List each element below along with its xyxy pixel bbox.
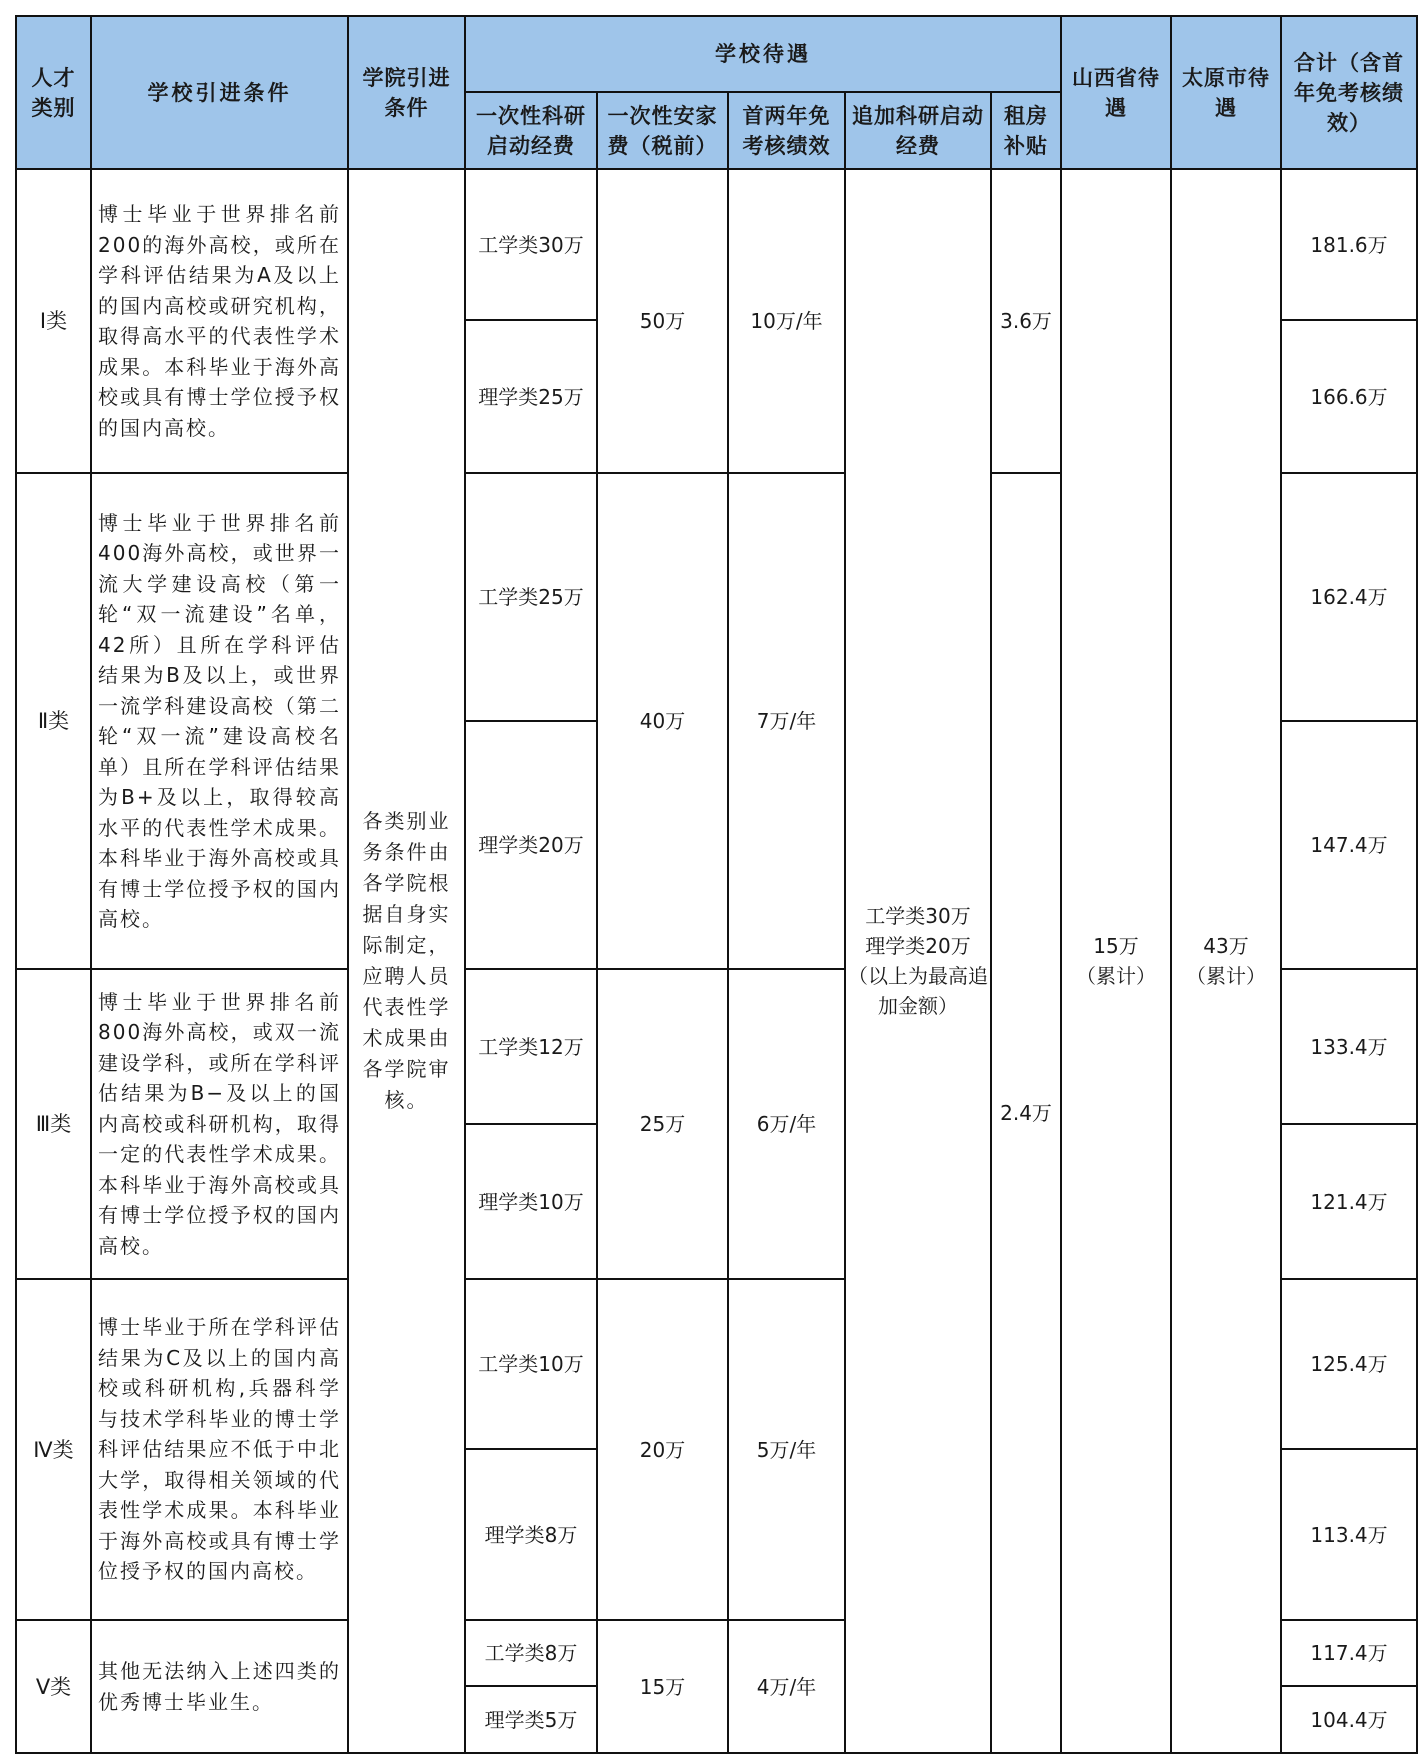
research-fund-eng: 工学类12万 [465, 969, 597, 1124]
rent-subsidy-top: 3.6万 [991, 169, 1061, 473]
total-sci: 121.4万 [1281, 1124, 1417, 1279]
research-fund-sci: 理学类10万 [465, 1124, 597, 1279]
total-eng: 125.4万 [1281, 1279, 1417, 1449]
header-settle-fee: 一次性安家费（税前） [597, 92, 728, 169]
province-value: 15万 [1093, 934, 1139, 958]
performance-pay: 10万/年 [728, 169, 845, 473]
research-fund-sci: 理学类25万 [465, 320, 597, 473]
category-condition: 博士毕业于世界排名前200的海外高校，或所在学科评估结果为A及以上的国内高校或研究机构，取得高水平的代表性学术成果。本科毕业于海外高校或具有博士学位授予权的国内高校。 [91, 169, 348, 473]
settle-fee: 15万 [597, 1620, 728, 1753]
total-sci: 104.4万 [1281, 1686, 1417, 1753]
header-category: 人才类别 [16, 16, 91, 169]
header-province: 山西省待遇 [1061, 16, 1171, 169]
performance-pay: 5万/年 [728, 1279, 845, 1620]
category-name: Ⅱ类 [16, 473, 91, 969]
research-fund-eng: 工学类10万 [465, 1279, 597, 1449]
extra-fund-sci: 理学类20万 [865, 934, 971, 958]
category-condition: 博士毕业于所在学科评估结果为C及以上的国内高校或科研机构,兵器科学与技术学科毕业的博士学科评估结果应不低于中北大学，取得相关领域的代表性学术成果。本科毕业于海外高校或具有博士学位授予权的国内高校。 [91, 1279, 348, 1620]
header-city: 太原市待遇 [1171, 16, 1281, 169]
header-college: 学院引进条件 [348, 16, 465, 169]
category-condition: 博士毕业于世界排名前800海外高校，或双一流建设学科，或所在学科评估结果为B−及以上的国内高校或科研机构，取得一定的代表性学术成果。本科毕业于海外高校或具有博士学位授予权的国内高校。 [91, 969, 348, 1279]
rent-subsidy-rest: 2.4万 [991, 473, 1061, 1753]
total-sci: 113.4万 [1281, 1449, 1417, 1620]
category-name: Ⅰ类 [16, 169, 91, 473]
category-name: Ⅲ类 [16, 969, 91, 1279]
performance-pay: 4万/年 [728, 1620, 845, 1753]
province-note: （累计） [1076, 964, 1157, 988]
header-conditions: 学校引进条件 [91, 16, 348, 169]
research-fund-sci: 理学类5万 [465, 1686, 597, 1753]
total-sci: 147.4万 [1281, 721, 1417, 969]
talent-benefits-table [15, 15, 1418, 1754]
header-total: 合计（含首年免考核绩效） [1281, 16, 1417, 169]
performance-pay: 7万/年 [728, 473, 845, 969]
settle-fee: 50万 [597, 169, 728, 473]
header-research-fund: 一次性科研启动经费 [465, 92, 597, 169]
extra-fund-note: （以上为最高追加金额） [848, 964, 988, 1018]
total-eng: 117.4万 [1281, 1620, 1417, 1686]
extra-fund-eng: 工学类30万 [865, 904, 971, 928]
category-condition: 博士毕业于世界排名前400海外高校，或世界一流大学建设高校（第一轮“双一流建设”名单，42所）且所在学科评估结果为B及以上，或世界一流学科建设高校（第二轮“双一流”建设高校名单）且所在学科评估结果为B+及以上，取得较高水平的代表性学术成果。本科毕业于海外高校或具有博士学位授予权的国内高校。 [91, 473, 348, 969]
extra-research-fund [845, 169, 991, 1753]
category-name: Ⅳ类 [16, 1279, 91, 1620]
settle-fee: 40万 [597, 473, 728, 969]
province-benefit [1061, 169, 1171, 1753]
settle-fee: 20万 [597, 1279, 728, 1620]
city-note: （累计） [1186, 964, 1267, 988]
college-conditions: 各类别业务条件由各学院根据自身实际制定，应聘人员代表性学术成果由各学院审核。 [348, 169, 465, 1753]
research-fund-eng: 工学类30万 [465, 169, 597, 320]
city-value: 43万 [1203, 934, 1249, 958]
category-condition: 其他无法纳入上述四类的优秀博士毕业生。 [91, 1620, 348, 1753]
category-name: Ⅴ类 [16, 1620, 91, 1753]
header-school-benefits: 学校待遇 [465, 16, 1061, 92]
total-eng: 162.4万 [1281, 473, 1417, 721]
research-fund-sci: 理学类20万 [465, 721, 597, 969]
research-fund-sci: 理学类8万 [465, 1449, 597, 1620]
total-eng: 133.4万 [1281, 969, 1417, 1124]
total-sci: 166.6万 [1281, 320, 1417, 473]
header-extra-fund: 追加科研启动经费 [845, 92, 991, 169]
city-benefit [1171, 169, 1281, 1753]
research-fund-eng: 工学类8万 [465, 1620, 597, 1686]
settle-fee: 25万 [597, 969, 728, 1279]
total-eng: 181.6万 [1281, 169, 1417, 320]
header-rent: 租房补贴 [991, 92, 1061, 169]
header-performance: 首两年免考核绩效 [728, 92, 845, 169]
performance-pay: 6万/年 [728, 969, 845, 1279]
research-fund-eng: 工学类25万 [465, 473, 597, 721]
